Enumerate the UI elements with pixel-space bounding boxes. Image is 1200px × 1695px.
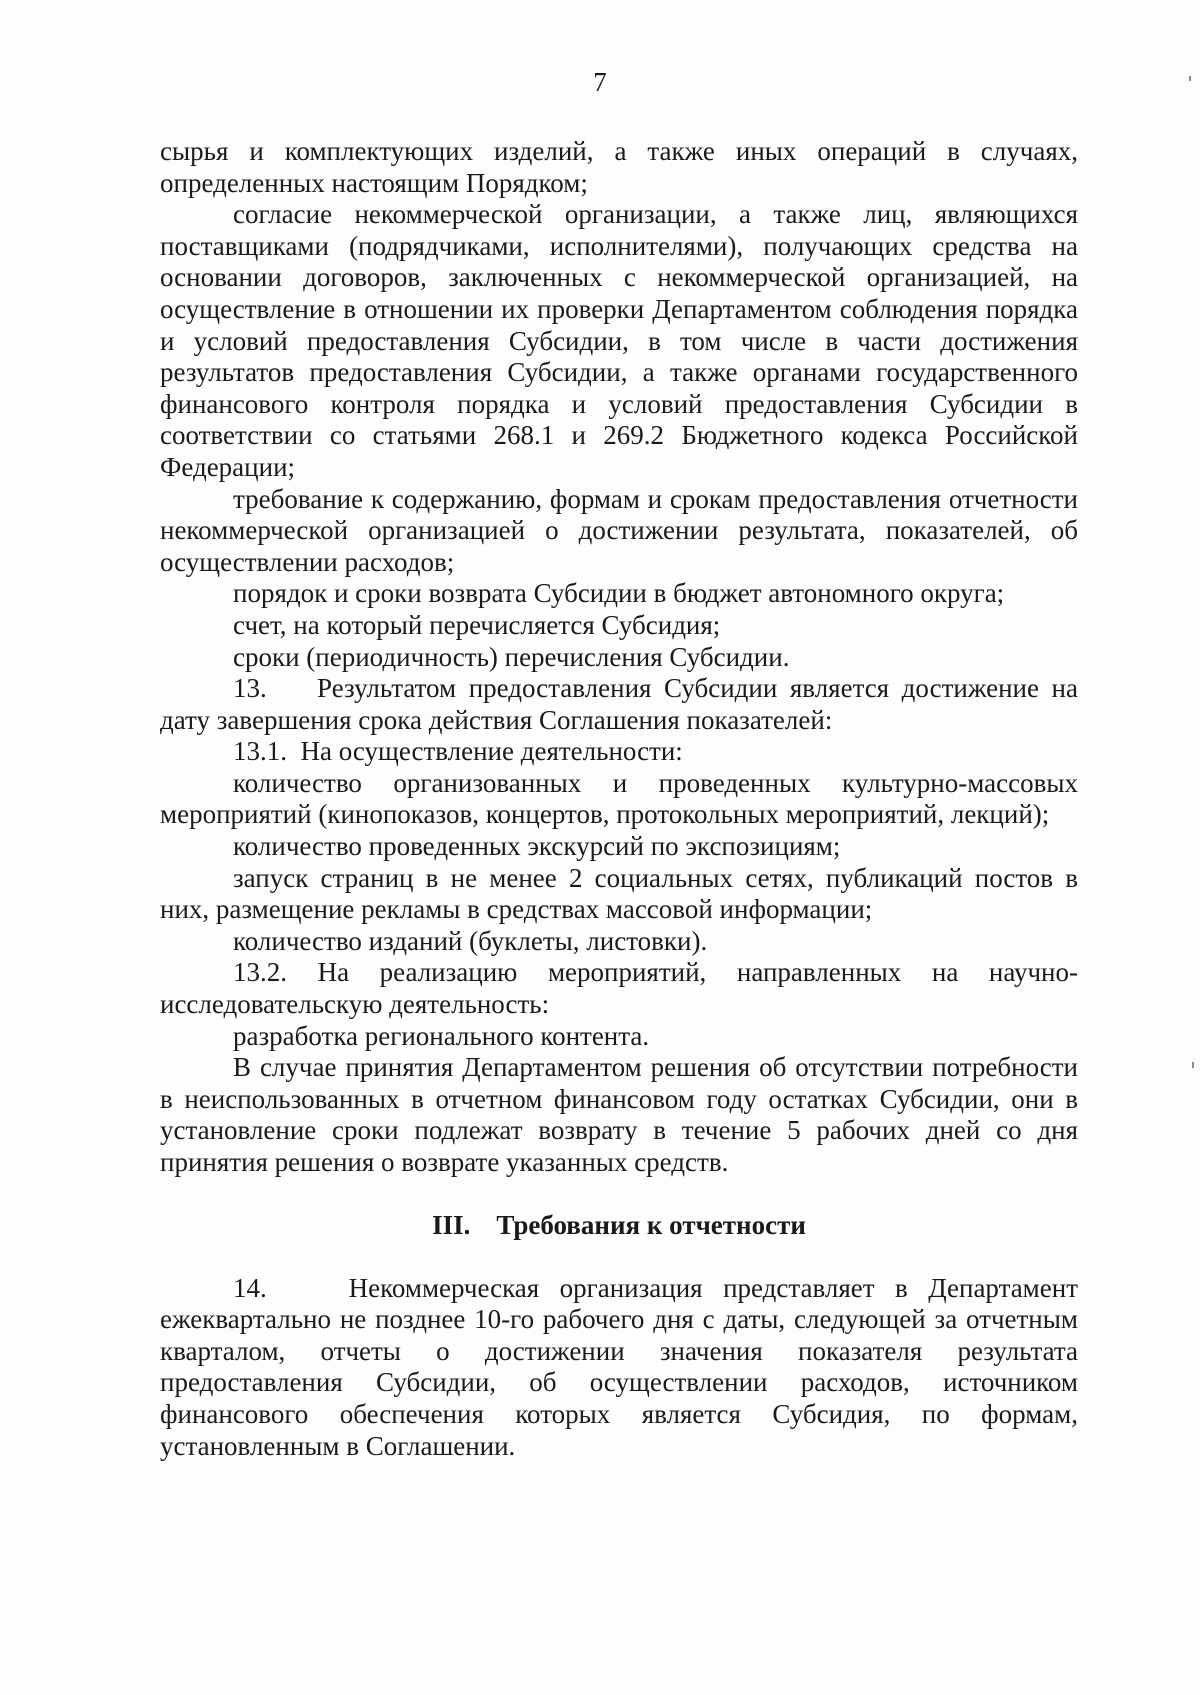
document-body [160,136,1078,1462]
paragraph: запуск страниц в не менее 2 социальных сетях, публикаций постов в них, размещение рекламы в средствах массовой информации; [160,862,1078,925]
paragraph: согласие некоммерческой организации, а также лиц, являющихся поставщиками (подрядчиками, исполнителями), получающих средства на основании договоров, заключенных с некоммерческой организацией, на осуществление в отношении их проверки Департаментом соблюдения порядка и условий предоставления Субсидии, в том числе в части достижения результатов предоставления Субсидии, а также органами государственного финансового контроля порядка и условий предоставления Субсидии в соответствии со статьями 268.1 и 269.2 Бюджетного кодекса Российской Федерации; [160,199,1078,482]
paragraph: 13.2. На реализацию мероприятий, направленных на научно-исследовательскую деятельность: [160,957,1078,1020]
paragraph: разработка регионального контента. [233,1020,650,1051]
section-title: Требования к отчетности [496,1209,806,1240]
paragraph: В случае принятия Департаментом решения об отсутствии потребности в неиспользованных в отчетном финансовом году остатках Субсидии, они в установление сроки подлежат возврату в течение 5 рабочих дней со дня принятия решения о возврате указанных средств. [160,1052,1078,1177]
paragraph: количество проведенных экскурсий по экспозициям; [233,831,841,862]
paragraph: сроки (периодичность) перечисления Субсидии. [233,641,790,672]
section-number: III. [432,1209,471,1240]
scan-mark [1192,1062,1194,1068]
paragraph: количество организованных и проведенных культурно-массовых мероприятий (кинопоказов, концертов, протокольных мероприятий, лекций); [160,767,1078,830]
paragraph: количество изданий (буклеты, листовки). [233,925,708,956]
paragraph: требование к содержанию, формам и срокам предоставления отчетности некоммерческой организацией о достижении результата, показателей, об осуществлении расходов; [160,483,1078,577]
paragraph: порядок и сроки возврата Субсидии в бюджет автономного округа; [233,578,1005,609]
paragraph: 14. Некоммерческая организация представляет в Департамент ежеквартально не позднее 10-го рабочего дня с даты, следующей за отчетным кварталом, отчеты о достижении значения показателя результата предоставления Субсидии, об осуществлении расходов, источником финансового обеспечения которых является Субсидия, по формам, установленным в Соглашении. [160,1272,1078,1461]
paragraph: 13. Результатом предоставления Субсидии является достижение на дату завершения срока действия Соглашения показателей: [160,673,1078,735]
paragraph: сырья и комплектующих изделий, а также иных операций в случаях, определенных настоящим Порядком; [160,136,1078,198]
page-number: 7 [593,67,607,97]
paragraph: счет, на который перечисляется Субсидия; [233,609,721,640]
section-heading [160,1209,1078,1241]
paragraph: 13.1. На осуществление деятельности: [233,736,683,767]
